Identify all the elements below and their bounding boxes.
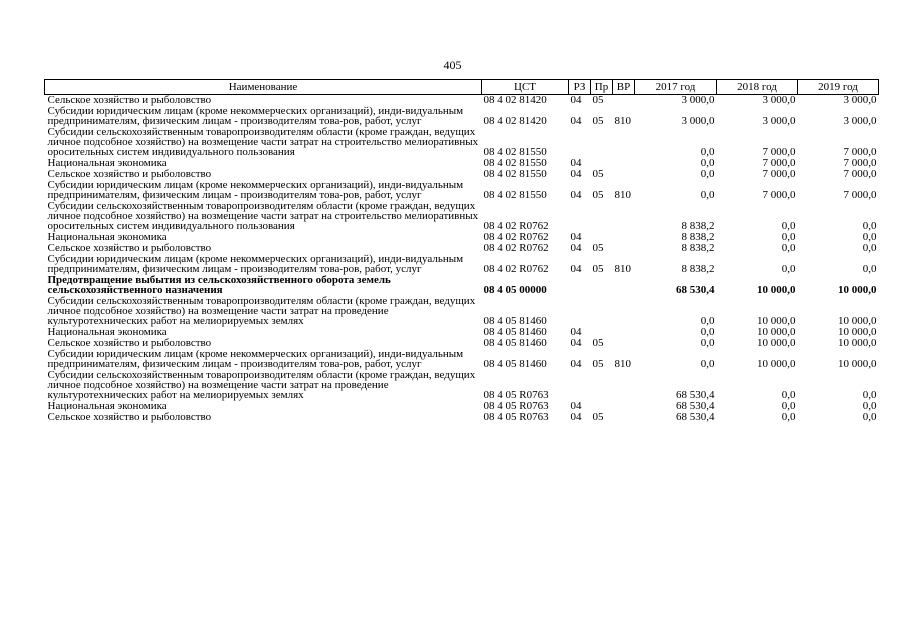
cell-2017: 0,0 (700, 315, 715, 327)
cell-pr (591, 296, 613, 327)
cell-pr (591, 370, 613, 401)
cell-name: Субсидии юридическим лицам (кроме некоммерческих организаций), инди-видуальным предпринимателям, физическим лицам - производителям това-ров, работ, услуг (47, 253, 464, 275)
cell-2018: 0,0 (781, 389, 796, 401)
cell-2018: 0,0 (781, 400, 796, 412)
cell-2018: 0,0 (781, 411, 796, 423)
cell-cst: 08 4 05 00000 (483, 284, 547, 296)
cell-rz: 04 (570, 168, 582, 180)
table-header-row (45, 80, 879, 95)
header-2018: 2018 год (717, 80, 798, 95)
cell-name: Сельское хозяйство и рыболовство (47, 94, 212, 106)
cell-cst: 08 4 02 R0762 (483, 220, 549, 232)
cell-pr: 05 (592, 411, 604, 423)
cell-2019: 0,0 (862, 411, 877, 423)
cell-name: Сельское хозяйство и рыболовство (47, 242, 212, 254)
cell-name: Субсидии сельскохозяйственным товаропроизводителям области (кроме граждан, ведущих личное подсобное хозяйство) на возмещение части затрат на проведение культуротехнических работ на мелиорируемых землях (47, 369, 476, 401)
cell-name: Сельское хозяйство и рыболовство (47, 411, 212, 423)
table-row (45, 127, 879, 158)
header-vr: ВР (613, 80, 635, 95)
cell-2019: 3 000,0 (843, 94, 877, 106)
cell-2017: 8 838,2 (681, 220, 715, 232)
cell-pr: 05 (592, 242, 604, 254)
cell-vr (613, 95, 635, 107)
cell-name: Субсидии юридическим лицам (кроме некоммерческих организаций), инди-видуальным предпринимателям, физическим лицам - производителям това-ров, работ, услуг (47, 348, 464, 370)
cell-vr (613, 201, 635, 232)
cell-2018: 0,0 (781, 263, 796, 275)
cell-rz: 04 (570, 326, 582, 338)
cell-cst: 08 4 02 R0762 (483, 242, 549, 254)
cell-2019: 7 000,0 (843, 189, 877, 201)
cell-2017: 8 838,2 (681, 231, 715, 243)
cell-2017: 3 000,0 (681, 115, 715, 127)
cell-pr: 05 (592, 115, 604, 127)
cell-2017: 0,0 (700, 337, 715, 349)
cell-2017: 0,0 (700, 189, 715, 201)
cell-vr (613, 370, 635, 401)
cell-rz: 04 (570, 263, 582, 275)
cell-2017: 8 838,2 (681, 263, 715, 275)
page-number: 405 (443, 58, 462, 72)
cell-2017: 68 530,4 (676, 400, 715, 412)
cell-rz: 04 (570, 231, 582, 243)
table-row (45, 412, 879, 423)
cell-2019: 0,0 (862, 263, 877, 275)
cell-vr: 810 (614, 263, 631, 275)
cell-name: Субсидии сельскохозяйственным товаропроизводителям области (кроме граждан, ведущих личное подсобное хозяйство) на возмещение части затрат на строительство мелиоративных оросительных систем индивидуального пользования (47, 126, 479, 158)
cell-cst: 08 4 05 81460 (483, 358, 547, 370)
cell-vr (613, 243, 635, 254)
cell-rz (569, 275, 591, 296)
cell-cst: 08 4 02 R0762 (483, 263, 549, 275)
cell-rz (569, 201, 591, 232)
cell-cst: 08 4 02 81420 (483, 94, 547, 106)
cell-2017: 68 530,4 (676, 284, 715, 296)
cell-vr (613, 401, 635, 412)
cell-cst: 08 4 02 R0762 (483, 231, 549, 243)
table-row (45, 275, 879, 296)
header-2017: 2017 год (635, 80, 717, 95)
cell-rz: 04 (570, 189, 582, 201)
cell-2018: 0,0 (781, 242, 796, 254)
cell-cst: 08 4 02 81550 (483, 157, 547, 169)
cell-name: Сельское хозяйство и рыболовство (47, 168, 212, 180)
cell-name: Национальная экономика (47, 400, 167, 412)
cell-rz: 04 (570, 411, 582, 423)
header-cst: ЦСТ (482, 80, 569, 95)
cell-name: Предотвращение выбытия из сельскохозяйственного оборота земель сельскохозяйственного назначения (47, 274, 391, 296)
table-row (45, 349, 879, 370)
cell-pr: 05 (592, 337, 604, 349)
cell-2019: 0,0 (862, 389, 877, 401)
cell-rz: 04 (570, 157, 582, 169)
cell-cst: 08 4 05 81460 (483, 315, 547, 327)
cell-2018: 0,0 (781, 231, 796, 243)
cell-2019: 7 000,0 (843, 146, 877, 158)
cell-2017: 68 530,4 (676, 411, 715, 423)
cell-rz: 04 (570, 242, 582, 254)
cell-name: Национальная экономика (47, 157, 167, 169)
cell-rz: 04 (570, 400, 582, 412)
cell-2018: 7 000,0 (762, 189, 796, 201)
cell-vr (613, 338, 635, 349)
cell-2017: 0,0 (700, 146, 715, 158)
cell-2019: 10 000,0 (838, 326, 877, 338)
cell-2018: 7 000,0 (762, 157, 796, 169)
cell-2019: 7 000,0 (843, 157, 877, 169)
cell-rz (569, 296, 591, 327)
cell-2018: 0,0 (781, 220, 796, 232)
cell-vr (613, 127, 635, 158)
cell-2017: 0,0 (700, 326, 715, 338)
cell-cst: 08 4 02 81550 (483, 189, 547, 201)
table-body (45, 95, 879, 424)
cell-2017: 3 000,0 (681, 94, 715, 106)
table-row (45, 296, 879, 327)
cell-cst: 08 4 05 R0763 (483, 400, 549, 412)
header-pr: Пр (591, 80, 613, 95)
cell-2018: 10 000,0 (757, 315, 796, 327)
cell-vr (613, 232, 635, 243)
cell-2018: 3 000,0 (762, 94, 796, 106)
cell-rz (569, 370, 591, 401)
cell-cst: 08 4 05 R0763 (483, 411, 549, 423)
cell-vr: 810 (614, 115, 631, 127)
cell-2018: 10 000,0 (757, 337, 796, 349)
cell-2019: 0,0 (862, 400, 877, 412)
cell-rz: 04 (570, 337, 582, 349)
cell-name: Национальная экономика (47, 231, 167, 243)
cell-vr (613, 158, 635, 169)
cell-pr: 05 (592, 358, 604, 370)
cell-2018: 3 000,0 (762, 115, 796, 127)
cell-2017: 68 530,4 (676, 389, 715, 401)
cell-pr: 05 (592, 94, 604, 106)
cell-2019: 0,0 (862, 231, 877, 243)
cell-name: Субсидии сельскохозяйственным товаропроизводителям области (кроме граждан, ведущих личное подсобное хозяйство) на возмещение части затрат на проведение культуротехнических работ на мелиорируемых землях (47, 295, 476, 327)
cell-2017: 0,0 (700, 157, 715, 169)
cell-2018: 7 000,0 (762, 168, 796, 180)
cell-2018: 10 000,0 (757, 326, 796, 338)
cell-rz (569, 127, 591, 158)
cell-cst: 08 4 05 R0763 (483, 389, 549, 401)
cell-vr (613, 275, 635, 296)
cell-pr: 05 (592, 168, 604, 180)
cell-vr (613, 296, 635, 327)
table-row (45, 201, 879, 232)
cell-cst: 08 4 02 81550 (483, 168, 547, 180)
cell-2019: 10 000,0 (838, 284, 877, 296)
cell-2018: 10 000,0 (757, 358, 796, 370)
cell-pr (591, 127, 613, 158)
cell-2019: 0,0 (862, 242, 877, 254)
cell-vr (613, 169, 635, 180)
cell-pr (591, 275, 613, 296)
cell-rz: 04 (570, 115, 582, 127)
cell-name: Национальная экономика (47, 326, 167, 338)
table-row (45, 180, 879, 201)
cell-2019: 3 000,0 (843, 115, 877, 127)
cell-2019: 7 000,0 (843, 168, 877, 180)
cell-2017: 8 838,2 (681, 242, 715, 254)
cell-vr (613, 412, 635, 423)
cell-2019: 10 000,0 (838, 315, 877, 327)
cell-cst: 08 4 05 81460 (483, 337, 547, 349)
cell-2017: 0,0 (700, 358, 715, 370)
header-2019: 2019 год (798, 80, 879, 95)
cell-vr (613, 327, 635, 338)
budget-table (44, 79, 879, 423)
cell-cst: 08 4 02 81420 (483, 115, 547, 127)
header-name: Наименование (45, 80, 482, 95)
cell-cst: 08 4 02 81550 (483, 146, 547, 158)
cell-rz: 04 (570, 94, 582, 106)
cell-name: Сельское хозяйство и рыболовство (47, 337, 212, 349)
cell-name: Субсидии юридическим лицам (кроме некоммерческих организаций), инди-видуальным предпринимателям, физическим лицам - производителям това-ров, работ, услуг (47, 179, 464, 201)
table-row (45, 106, 879, 127)
cell-2018: 7 000,0 (762, 146, 796, 158)
cell-cst: 08 4 05 81460 (483, 326, 547, 338)
header-rz: РЗ (569, 80, 591, 95)
cell-pr (591, 201, 613, 232)
cell-2018: 10 000,0 (757, 284, 796, 296)
table-row (45, 254, 879, 275)
cell-2019: 10 000,0 (838, 358, 877, 370)
cell-2019: 0,0 (862, 220, 877, 232)
table-row (45, 370, 879, 401)
cell-name: Субсидии юридическим лицам (кроме некоммерческих организаций), инди-видуальным предпринимателям, физическим лицам - производителям това-ров, работ, услуг (47, 105, 464, 127)
cell-2019: 10 000,0 (838, 337, 877, 349)
cell-vr: 810 (614, 189, 631, 201)
cell-name: Субсидии сельскохозяйственным товаропроизводителям области (кроме граждан, ведущих личное подсобное хозяйство) на возмещение части затрат на строительство мелиоративных оросительных систем индивидуального пользования (47, 200, 479, 232)
cell-rz: 04 (570, 358, 582, 370)
cell-vr: 810 (614, 358, 631, 370)
cell-pr: 05 (592, 263, 604, 275)
cell-pr: 05 (592, 189, 604, 201)
cell-2017: 0,0 (700, 168, 715, 180)
